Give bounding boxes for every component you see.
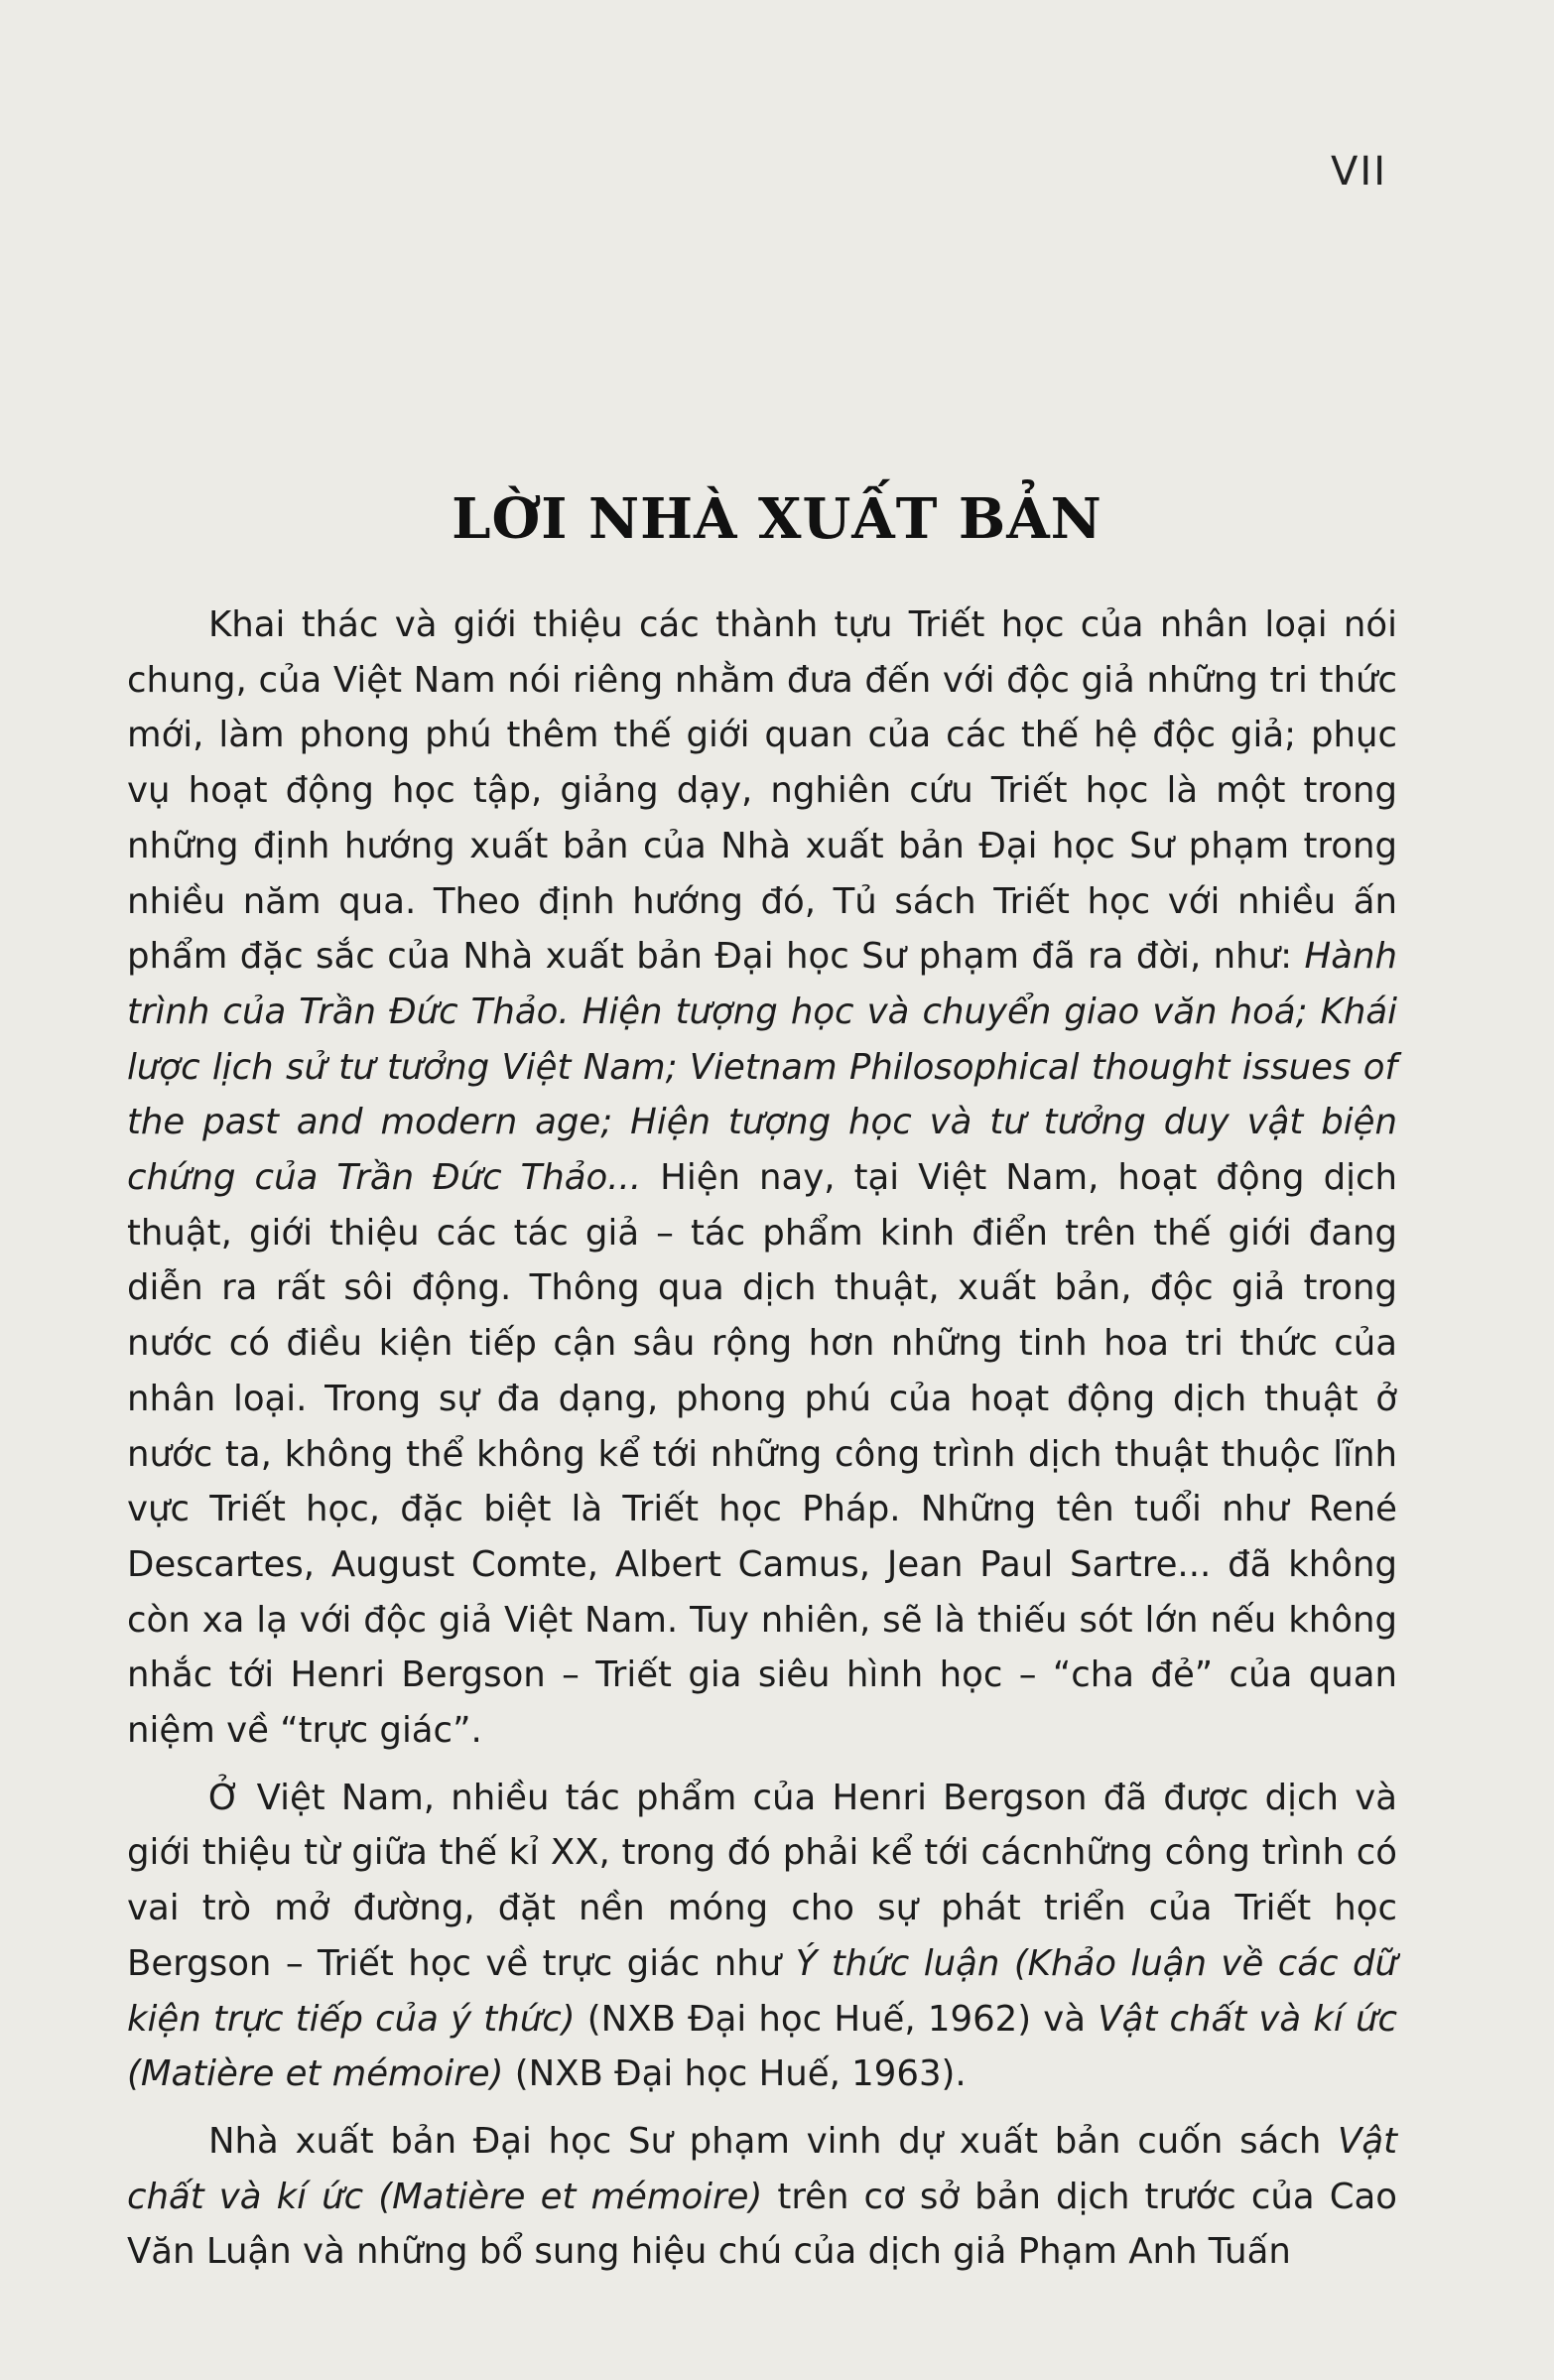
text-run: Nhà xuất bản Đại học Sư phạm vinh dự xuất bản cuốn sách [208,2120,1339,2162]
paragraph [127,2114,1397,2280]
text-run: Ở Việt Nam, nhiều tác phẩm của Henri Bergson đã được dịch và giới thiệu từ giữa thế kỉ XX, trong đó phải kể tới cácnhững công trình có vai trò mở đường, đặt nền móng cho sự phát triển của Triết học Bergson – Triết học về trực giác như [127,1777,1397,1984]
text-run: (NXB Đại học Huế, 1962) và [575,1998,1099,2040]
page-number: VII [1331,149,1387,195]
body-text [127,597,1397,2280]
italic-text-run: Vật chất và kí ức (Matière et mémoire) [127,1998,1397,2095]
paragraph [127,597,1397,1759]
italic-text-run: Ý thức luận (Khảo luận về các dữ kiện trực tiếp của ý thức) [127,1942,1397,2040]
text-run: (NXB Đại học Huế, 1963). [503,2053,967,2095]
text-run: trên cơ sở bản dịch trước của Cao Văn Luận và những bổ sung hiệu chú của dịch giả Phạm Anh Tuấn [127,2176,1397,2273]
text-run: Khai thác và giới thiệu các thành tựu Triết học của nhân loại nói chung, của Việt Nam nói riêng nhằm đưa đến với độc giả những tri thức mới, làm phong phú thêm thế giới quan của các thế hệ độc giả; phục vụ hoạt động học tập, giảng dạy, nghiên cứu Triết học là một trong những định hướng xuất bản của Nhà xuất bản Đại học Sư phạm trong nhiều năm qua. Theo định hướng đó, Tủ sách Triết học với nhiều ấn phẩm đặc sắc của Nhà xuất bản Đại học Sư phạm đã ra đời, như: [127,604,1397,978]
text-run: Hiện nay, tại Việt Nam, hoạt động dịch thuật, giới thiệu các tác giả – tác phẩm kinh điển trên thế giới đang diễn ra rất sôi động. Thông qua dịch thuật, xuất bản, độc giả trong nước có điều kiện tiếp cận sâu rộng hơn những tinh hoa tri thức của nhân loại. Trong sự đa dạng, phong phú của hoạt động dịch thuật ở nước ta, không thể không kể tới những công trình dịch thuật thuộc lĩnh vực Triết học, đặc biệt là Triết học Pháp. Những tên tuổi như René Descartes, August Comte, Albert Camus, Jean Paul Sartre... đã không còn xa lạ với độc giả Việt Nam. Tuy nhiên, sẽ là thiếu sót lớn nếu không nhắc tới Henri Bergson – Triết gia siêu hình học – “cha đẻ” của quan niệm về “trực giác”. [127,1157,1398,1752]
italic-text-run: Vật chất và kí ức (Matière et mémoire) [127,2120,1397,2217]
page-title: LỜI NHÀ XUẤT BẢN [452,486,1102,552]
paragraph [127,1771,1397,2102]
italic-text-run: Hành trình của Trần Đức Thảo. Hiện tượng học và chuyển giao văn hoá; Khái lược lịch sử tư tưởng Việt Nam; Vietnam Philosophical thought issues of the past and modern age; Hiện tượng học và tư tưởng duy vật biện chứng của Trần Đức Thảo... [127,936,1397,1199]
